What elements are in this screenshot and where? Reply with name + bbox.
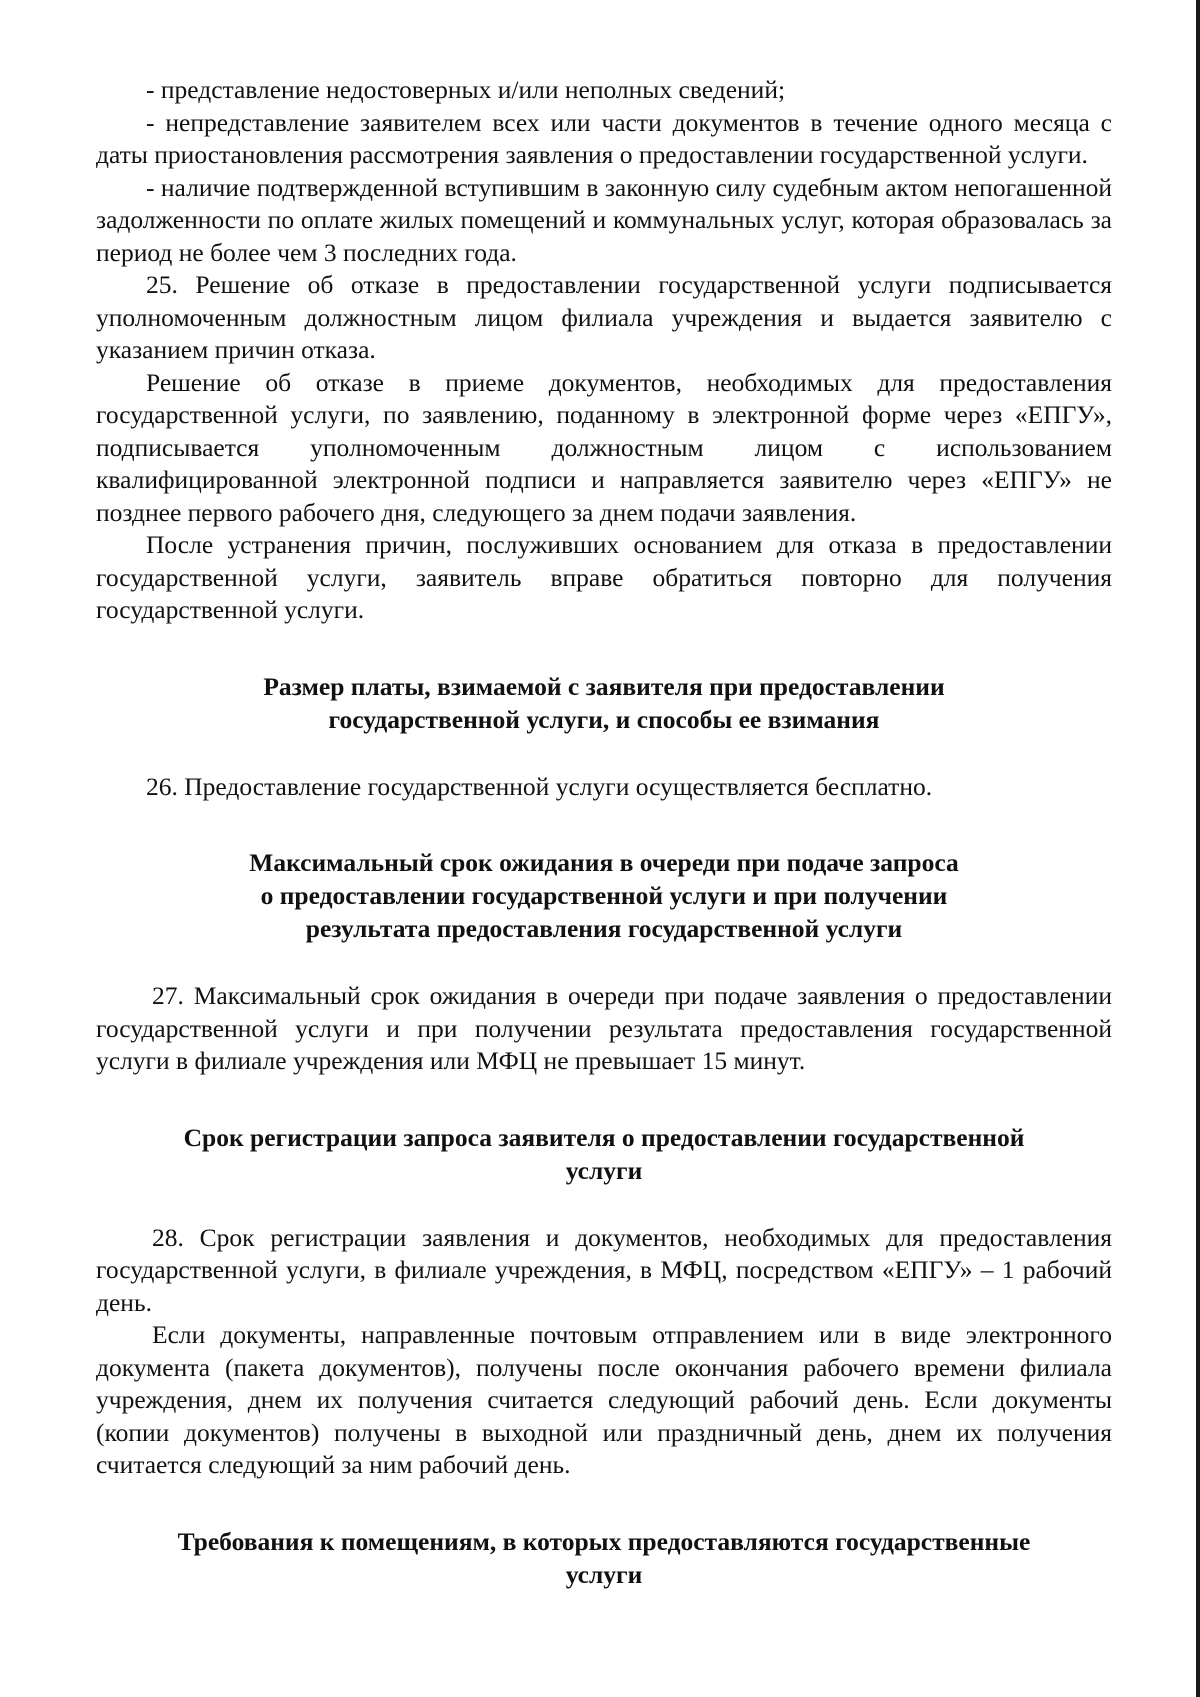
heading-premises-line2: услуги [565,1559,643,1589]
heading-queue-line1: Максимальный срок ожидания в очереди при подаче запроса [249,848,959,877]
heading-premises [96,1525,1112,1591]
paragraph-item-27: 27. Максимальный срок ожидания в очереди при подаче заявления о предоставлении государственной услуги и при получении результата предоставления государственной услуги в филиале учреждения или МФЦ не превышает 15 минут. [96,981,1112,1075]
heading-fee [96,670,1112,736]
paragraph-after-hours: Если документы, направленные почтовым отправлением или в виде электронного документа (пакета документов), получены после окончания рабочего времени филиала учреждения, днем их получения считается следующий рабочий день. Если документы (копии документов) получены в выходной или праздничный день, днем их получения считается следующий за ним рабочий день. [96,1320,1112,1479]
paragraph-item-26: 26. Предоставление государственной услуги осуществляется бесплатно. [146,771,933,801]
paragraph-item-28: 28. Срок регистрации заявления и документов, необходимых для предоставления государственной услуги, в филиале учреждения, в МФЦ, посредством «ЕПГУ» – 1 рабочий день. [96,1222,1112,1317]
heading-premises-line1: Требования к помещениям, в которых предоставляются государственные [177,1526,1031,1556]
paragraph-unreliable-info: - представление недостоверных и/или неполных сведений; [146,75,786,104]
paragraph-item-25: 25. Решение об отказе в предоставлении государственной услуги подписывается уполномоченным должностным лицом филиала учреждения и выдается заявителю с указанием причин отказа. [96,270,1112,364]
document-body [96,74,1112,1591]
heading-fee-line2: государственной услуги, и способы ее взимания [328,704,880,734]
paragraph-debt: - наличие подтвержденной вступившим в законную силу судебным актом непогашенной задолженности по оплате жилых помещений и коммунальных услуг, которая образовалась за период не более чем 3 последних года. [96,172,1112,267]
heading-queue [96,846,1112,945]
paragraph-reapply: После устранения причин, послуживших основанием для отказа в предоставлении государственной услуги, заявитель вправе обратиться повторно для получения государственной услуги. [96,530,1112,624]
heading-registration [96,1121,1112,1187]
heading-registration-line2: услуги [565,1155,643,1185]
heading-registration-line1: Срок регистрации запроса заявителя о предоставлении государственной [183,1122,1025,1152]
heading-queue-line3: результата предоставления государственной услуги [305,914,903,943]
paragraph-missing-documents: - непредставление заявителем всех или части документов в течение одного месяца с даты приостановления рассмотрения заявления о предоставлении государственной услуги. [96,107,1112,169]
paragraph-refusal-epgu: Решение об отказе в приеме документов, необходимых для предоставления государственной услуги, по заявлению, поданному в электронной форме через «ЕПГУ», подписывается уполномоченным должностным лицом с использованием квалифицированной электронной подписи и направляется заявителю через «ЕПГУ» не позднее первого рабочего дня, следующего за днем подачи заявления. [96,367,1112,527]
heading-fee-line1: Размер платы, взимаемой с заявителя при предоставлении [263,671,945,701]
heading-queue-line2: о предоставлении государственной услуги и при получении [260,881,948,910]
scan-edge-border [1196,0,1200,1697]
